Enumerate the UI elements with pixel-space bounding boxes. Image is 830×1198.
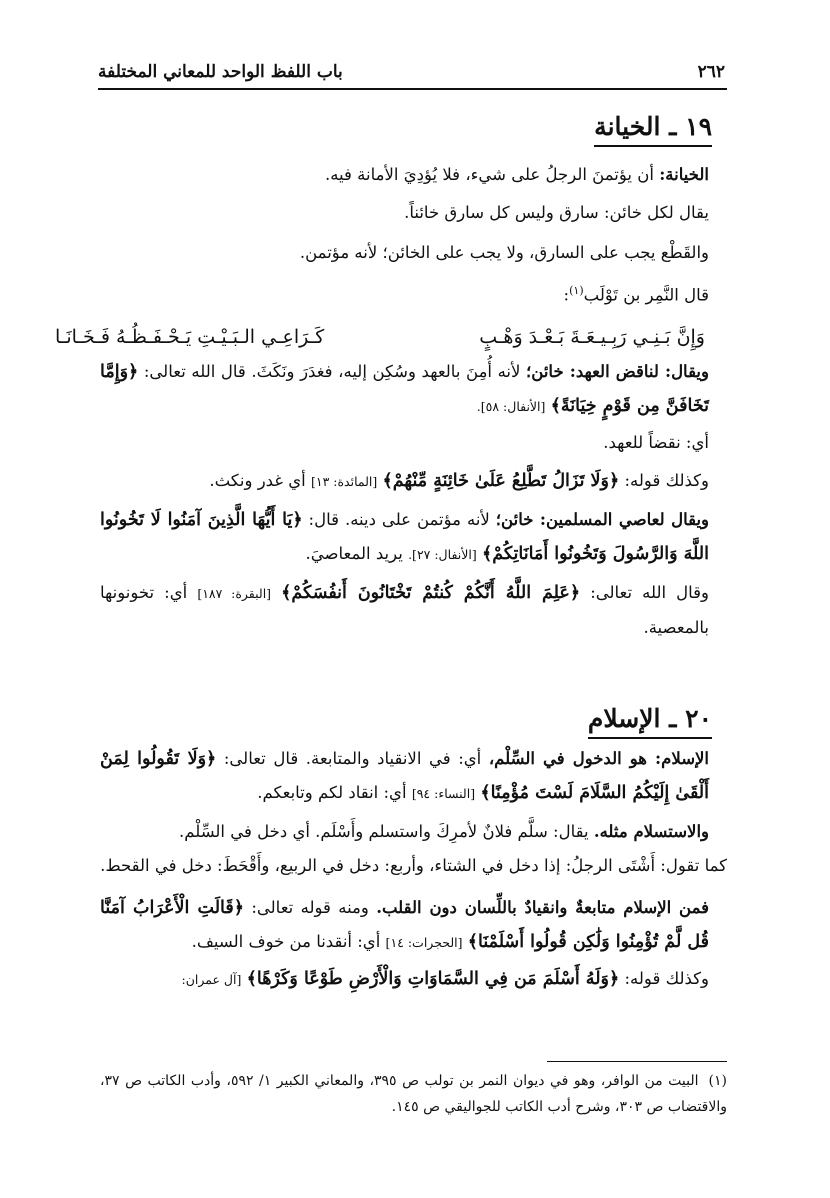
verse-hemistich-left: كَـرَاعِـي الـبَـيْـتِ يَـحْـفَـظُـهُ فَـخَـانَـا (55, 325, 325, 348)
quran-verse: ﴿يَا أَيُّهَا الَّذِينَ آمَنُوا لَا تَخُونُوا اللَّهَ وَالرَّسُولَ وَتَخُونُوا أَمَانَاتِكُمْ﴾ (100, 509, 709, 564)
paragraph (100, 576, 727, 645)
section-title-19: ١٩ ـ الخيانة (594, 112, 712, 147)
bold-term: فمن الإسلام متابعةٌ وانقيادٌ باللِّسان دون القلب. (376, 898, 710, 917)
quran-verse: ﴿وَإِمَّا تَخَافَنَّ مِن قَوْمٍ خِيَانَةً﴾ (100, 361, 709, 416)
paragraph-text: أي: أنقدنا من خوف السيف. (191, 932, 381, 951)
paragraph-text: ومنه قوله تعالى: (251, 898, 369, 917)
quran-verse: ﴿وَلَا تَزَالُ تَطَّلِعُ عَلَىٰ خَائِنَةٍ مِّنْهُمْ﴾ (382, 470, 620, 491)
quran-verse: ﴿قَالَتِ الْأَعْرَابُ آمَنَّا قُل لَّمْ تُؤْمِنُوا وَلَٰكِن قُولُوا أَسْلَمْنَا﴾ (100, 898, 709, 952)
quran-verse: ﴿وَلَا تَقُولُوا لِمَنْ أَلْقَىٰ إِلَيْكُمُ السَّلَامَ لَسْتَ مُؤْمِنًا﴾ (100, 749, 709, 803)
verse-reference: [البقرة: ١٨٧] (197, 585, 272, 601)
footnote (100, 1068, 727, 1120)
verse-hemistich-right: وَإِنَّ بَـنِـي رَبِـيـعَـةَ بَـعْـدَ وَهْـبٍ (479, 325, 705, 348)
paragraph-text: يقال: سلَّم فلانٌ لأمرِكَ واستسلم وأَسْلَم. أي دخل في السِّلْم. (179, 822, 589, 841)
section-title-20: ٢٠ ـ الإسلام (588, 704, 712, 739)
verse-reference: [الحجرات: ١٤] (385, 935, 463, 950)
verse-reference: [الأنفال: ٢٧]. (408, 546, 477, 562)
bold-term: ويقال: لناقض العهد: خائن؛ (526, 361, 709, 381)
section-20-body (100, 742, 727, 997)
paragraph: يقال لكل خائن: سارق وليس كل سارق خائناً. (404, 203, 709, 222)
poetry-verse (55, 319, 727, 355)
paragraph: أي: نقضاً للعهد. (603, 432, 709, 452)
footnote-text: البيت من الوافر، وهو في ديوان النمر بن تولب ص ٣٩٥، والمعاني الكبير ١/ ٥٩٢، وأدب الكاتب ص ٣٧، والاقتضاب ص ٣٠٣، وشرح أدب الكاتب للجواليقي ص ١٤٥. (100, 1073, 727, 1115)
page-number: ٢٦٢ (697, 62, 725, 82)
poet-colon: : (563, 285, 570, 305)
paragraph-text: يريد المعاصيَ. (305, 543, 403, 563)
paragraph (100, 355, 727, 424)
paragraph-text: وكذلك قوله: (624, 969, 709, 988)
footnote-rule (547, 1061, 727, 1062)
bold-term: والاستسلام مثله. (593, 822, 709, 841)
paragraph (100, 503, 727, 572)
verse-reference: [الأنفال: ٥٨]. (476, 398, 546, 414)
paragraph-text: أي غدر ونكث. (209, 470, 306, 490)
quran-verse: ﴿عَلِمَ اللَّهُ أَنَّكُمْ كُنتُمْ تَخْتَانُونَ أَنفُسَكُمْ﴾ (281, 582, 581, 603)
paragraph-text: وقال الله تعالى: (590, 582, 710, 602)
footnote-number: (١) (708, 1073, 727, 1089)
defined-term: الخيانة: (659, 165, 709, 184)
page-header (98, 60, 725, 84)
defined-term: الإسلام: هو الدخول في السِّلْم، (488, 749, 710, 768)
poet-attribution (100, 274, 727, 313)
section-19-body (55, 158, 727, 645)
paragraph-text: أي: في الانقياد والمتابعة. قال تعالى: (223, 749, 482, 768)
footnote-marker: (١) (569, 284, 584, 297)
paragraph-text: أي: تخونونها بالمعصية. (100, 582, 709, 637)
paragraph-text: لأنه مؤتمن على دينه. قال: (308, 509, 490, 529)
paragraph (100, 815, 727, 849)
paragraph: والقَطْع يجب على السارق، ولا يجب على الخائن؛ لأنه مؤتمن. (299, 243, 709, 262)
verse-reference: [آل عمران: (181, 972, 242, 987)
paragraph (100, 464, 727, 499)
quran-verse: ﴿وَلَهُ أَسْلَمَ مَن فِي السَّمَاوَاتِ وَالْأَرْضِ طَوْعًا وَكَرْهًا﴾ (246, 969, 620, 989)
definition-paragraph (100, 158, 727, 192)
paragraph (100, 891, 727, 960)
paragraph (100, 962, 727, 997)
paragraph: كما تقول: أَشْتَى الرجلُ: إذا دخل في الشتاء، وأربع: دخل في الربيع، وأَقْحَطَ: دخل في القحط. (100, 856, 727, 875)
verse-reference: [المائدة: ١٣] (310, 473, 378, 489)
definition-paragraph (100, 742, 727, 811)
poet-name: قال النَّمِر بن تَوْلَب (583, 285, 709, 305)
paragraph-text: أي: انقاد لكم وتابعكم. (257, 783, 407, 802)
paragraph-text: لأنه أُمِنَ بالعهد وسُكِن إليه، فغدَرَ ونَكَثَ. قال الله تعالى: (143, 361, 521, 381)
bold-term: ويقال لعاصي المسلمين: خائن؛ (495, 509, 709, 529)
paragraph-text: وكذلك قوله: (624, 470, 709, 490)
header-rule (98, 88, 727, 90)
definition-text: أن يؤتمنَ الرجلُ على شيء، فلا يُؤدِيَ الأمانة فيه. (324, 165, 654, 184)
running-title: باب اللفظ الواحد للمعاني المختلفة (98, 62, 343, 82)
verse-reference: [النساء: ٩٤] (411, 786, 476, 801)
